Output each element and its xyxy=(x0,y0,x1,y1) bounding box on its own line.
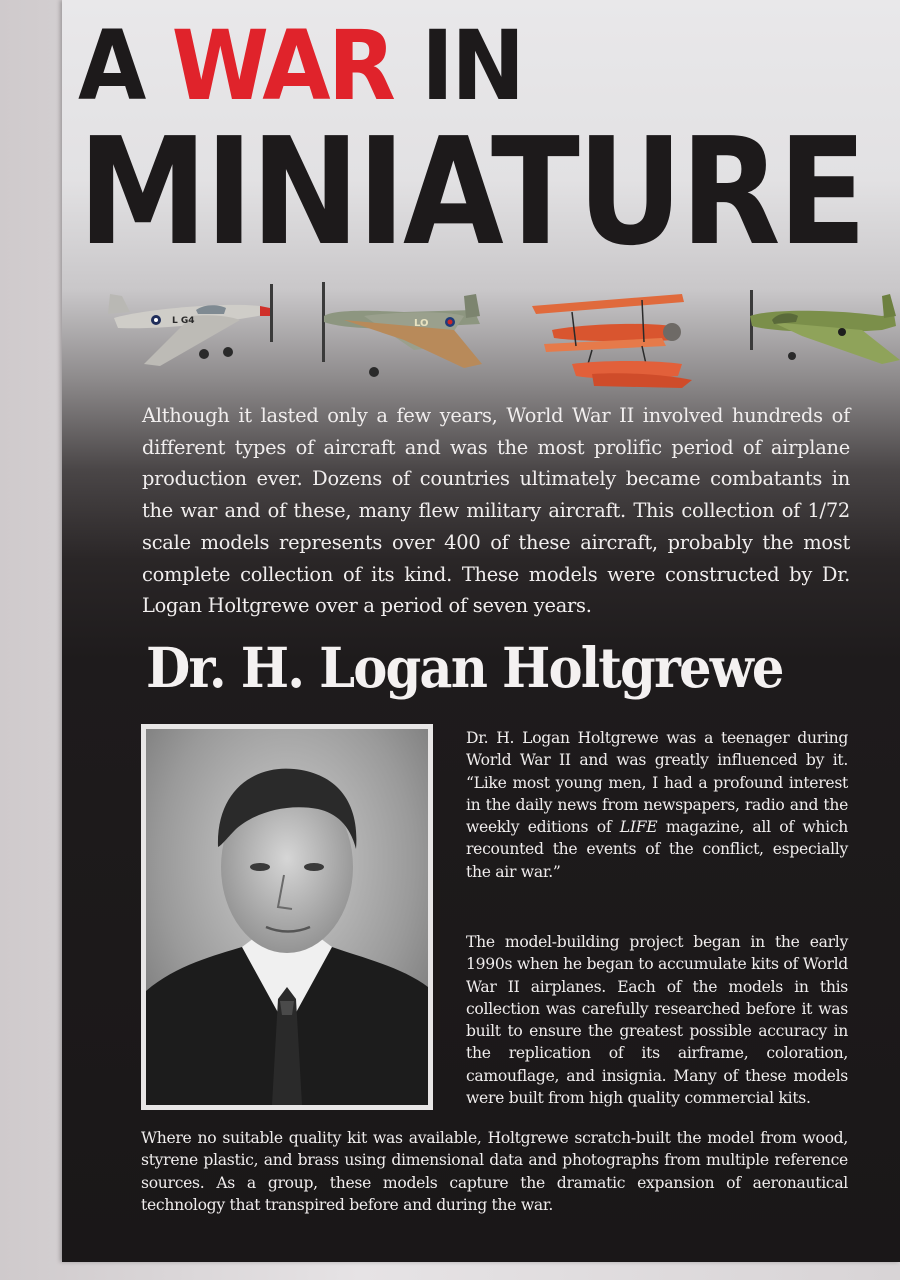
title-line-1 xyxy=(78,10,523,122)
title-line-2: MINIATURE xyxy=(78,106,865,278)
green-fighter-plane-image xyxy=(732,286,900,376)
bio-paragraph-2-part-1: The model-building project began in the early 1990s when he began to accumulate kits of World War II airplanes. Each of the models in this collection was carefully researched before it was built to ensure the greatest possible accuracy in the replication of its airframe, coloration, camouflage, and insignia. Many of these models were built from high quality commercial kits. xyxy=(466,933,848,1108)
title-word-war: WAR xyxy=(171,10,394,122)
red-biplane-seaplane-image xyxy=(532,284,702,388)
bio-p1-text: Dr. H. Logan Holtgrewe was a teenager during World War II and was greatly influenced by it. “Like most young men, I had a profound interest in the daily news from newspapers, radio and the weekly editions of xyxy=(466,729,848,837)
camouflage-fighter-plane-image xyxy=(304,276,494,380)
camouflage-fighter-marking: LO xyxy=(414,318,429,329)
aircraft-strip xyxy=(96,272,900,392)
bio-paragraph-2-part-2: Where no suitable quality kit was available, Holtgrewe scratch-built the model from wood, styrene plastic, and brass using dimensional data and photographs from multiple reference sources. As a group, these models capture the dramatic expansion of aeronautical technology that transpired before and during the war. xyxy=(141,1129,848,1214)
portrait-photo xyxy=(141,724,433,1110)
bio-p1-italic: LIFE xyxy=(619,818,658,837)
silver-fighter-marking: L G4 xyxy=(172,316,195,326)
portrait-image xyxy=(146,729,428,1105)
bio-p1-text-end: magazine, all of which recounted the events of the conflict, especially the air war.” xyxy=(466,818,848,881)
title-word-in: IN xyxy=(393,10,523,122)
bio-paragraph-1 xyxy=(466,727,848,883)
person-name-heading: Dr. H. Logan Holtgrewe xyxy=(146,635,783,700)
intro-paragraph: Although it lasted only a few years, World War II involved hundreds of different types of aircraft and was the most prolific period of airplane production ever. Dozens of countries ultimately became combatants in the war and of these, many flew military aircraft. This collection of 1/72 scale models represents over 400 of these aircraft, probably the most complete collection of its kind. These models were constructed by Dr. Logan Holtgrewe over a period of seven years. xyxy=(142,404,850,618)
title-word-a: A xyxy=(78,10,172,122)
silver-fighter-plane-image xyxy=(100,276,284,376)
